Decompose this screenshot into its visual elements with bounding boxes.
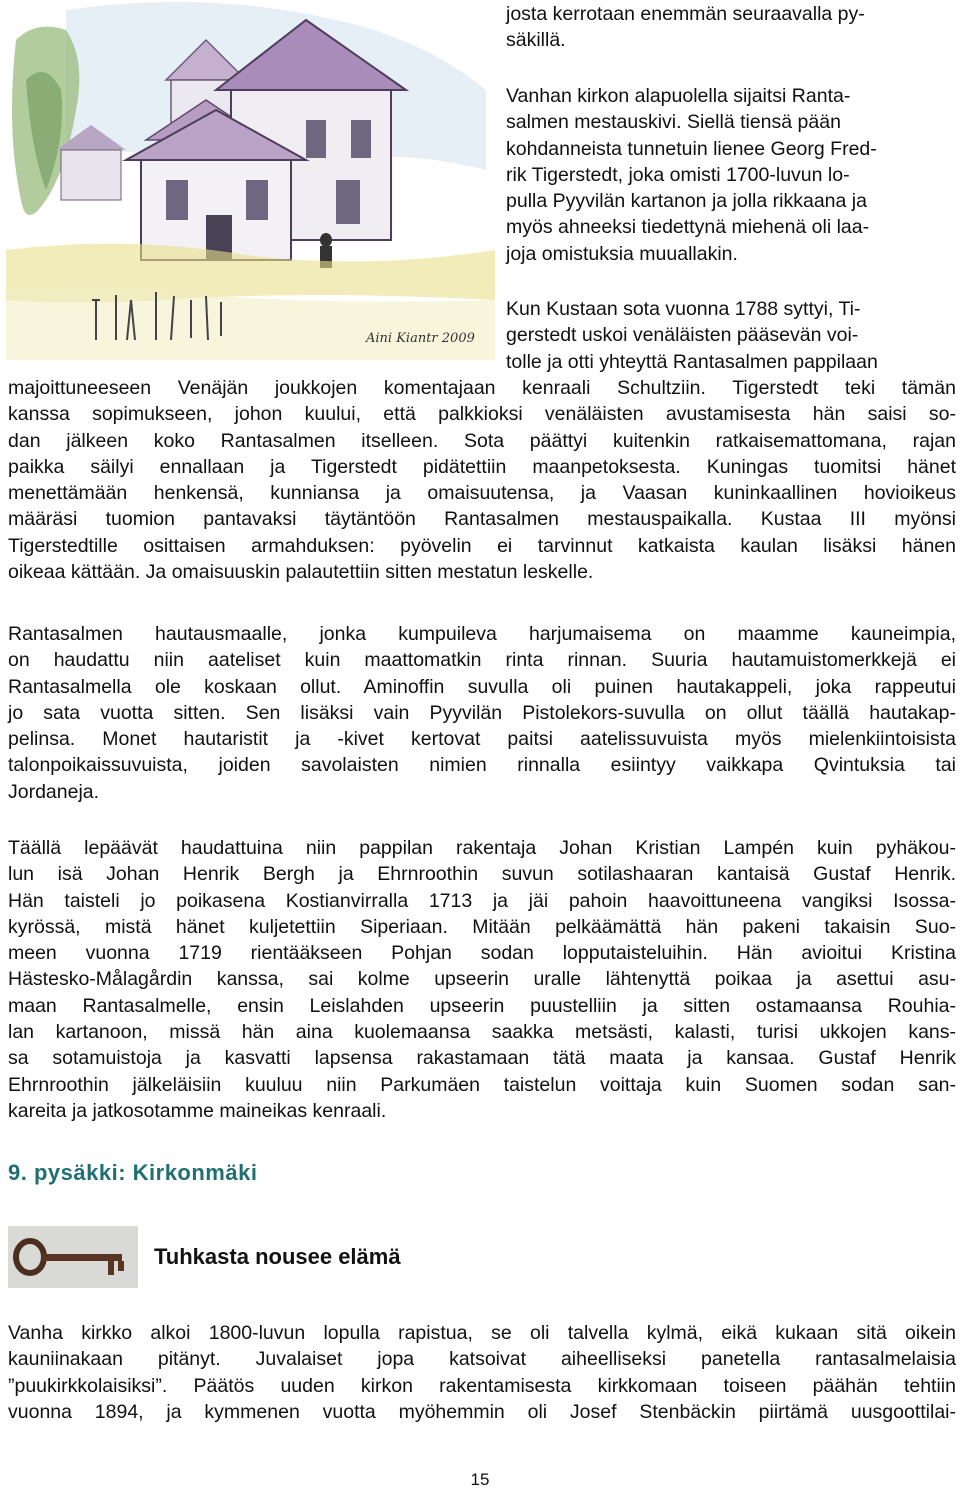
text-line: ”puukirkkolaisiksi”. Päätös uuden kirkon rakentamisesta kirkkomaan toiseen päähän tehtiin <box>8 1374 956 1397</box>
stop-heading: 9. pysäkki: Kirkonmäki <box>8 1160 258 1185</box>
text-line: tolle ja otti yhteyttä Rantasalmen pappilaan <box>506 350 878 373</box>
text-line: kanssa sopimukseen, johon kuului, että palkkioksi venäläisten avustamisesta hän saisi so- <box>8 403 956 426</box>
text-line: josta kerrotaan enemmän seuraavalla py- <box>506 3 865 25</box>
kirkko-paragraph <box>8 1320 956 1425</box>
text-line: Rantasalmen hautausmaalle, jonka kumpuileva harjumaisema on maamme kauneimpia, <box>8 623 956 645</box>
sota-paragraph-start <box>506 296 956 375</box>
text-line: Täällä lepäävät haudattuina niin pappilan rakentaja Johan Kristian Lampén kuin pyhäkou- <box>8 837 956 859</box>
text-line: Vanhan kirkon alapuolella sijaitsi Ranta- <box>506 85 851 107</box>
hautausmaa-paragraph <box>8 621 956 805</box>
text-line: myös ahneeksi tiedettynä miehenä oli laa- <box>506 216 870 239</box>
text-line: oikeaa kättään. Ja omaisuuskin palautettiin sitten mestatun leskelle. <box>8 561 594 584</box>
text-line: dan jälkeen koko Rantasalmen itselleen. Sota päättyi kuitenkin ratkaisemattomana, rajan <box>8 429 956 452</box>
text-line: rik Tigerstedt, joka omisti 1700-luvun lo- <box>506 163 850 186</box>
text-line: vuonna 1894, ja kymmenen vuotta myöhemmin oli Josef Stenbäckin piirtämä uusgoottilai- <box>8 1400 956 1423</box>
text-line: gerstedt uskoi venäläisten pääsevän voi- <box>506 324 859 347</box>
text-line: Jordaneja. <box>8 780 100 803</box>
text-line: menettämään henkensä, kunniansa ja omaisuutensa, ja Vaasan kuninkaallinen hovioikeus <box>8 482 956 505</box>
text-line: talonpoikaissuvuista, joiden savolaisten nimien rinnalla esiintyy vaikkapa Qvintuksia tai <box>8 754 956 777</box>
sota-paragraph <box>8 375 956 585</box>
text-line: Ehrnroothin jälkeläisiin kuuluu niin Parkumäen taistelun voittaja kuin Suomen sodan san- <box>8 1073 956 1096</box>
text-line: paikka säilyi ennallaan ja Tigerstedt pidätettiin maanpetoksesta. Kuningas tuomitsi hänet <box>8 455 956 478</box>
section-subheading: Tuhkasta nousee elämä <box>154 1244 401 1269</box>
text-line: sa sotamuistoja ja kasvatti lapsensa rakastamaan tätä maata ja kansaa. Gustaf Henrik <box>8 1047 956 1070</box>
lepaavat-paragraph <box>8 835 956 1124</box>
text-line: joja omistuksia muuallakin. <box>506 242 738 265</box>
text-line: Kun Kustaan sota vuonna 1788 syttyi, Ti- <box>506 298 861 320</box>
old-key-image <box>8 1226 138 1288</box>
text-line: Hän taisteli jo poikasena Kostianvirralla 1713 ja jäi pahoin haavoittuneena vangiksi Isossa- <box>8 889 956 912</box>
text-line: kareita ja jatkosotamme maineikas kenraali. <box>8 1099 387 1122</box>
text-line: kauniinakaan pitänyt. Juvalaiset jopa katsoivat aiheelliseksi panetella rantasalmelaisia <box>8 1348 956 1371</box>
text-line: salmen mestauskivi. Siellä tiensä pään <box>506 111 841 134</box>
text-line: Tigerstedtille osittaisen armahduksen: pyövelin ei tarvinnut katkaista kaulan lisäksi hänen <box>8 534 956 557</box>
text-line: säkillä. <box>506 29 566 52</box>
text-line: meen vuonna 1719 rientääkseen Pohjan sodan lopputaisteluihin. Hän avioitui Kristina <box>8 942 956 965</box>
text-line: lun isä Johan Henrik Bergh ja Ehrnroothin suvun sotilashaaran kantaisä Gustaf Henrik. <box>8 863 956 886</box>
text-line: Vanha kirkko alkoi 1800-luvun lopulla rapistua, se oli talvella kylmä, eikä kukaan sitä oikein <box>8 1322 956 1344</box>
page-number: 15 <box>470 1470 490 1489</box>
text-line: määräsi tuomion pantavaksi täytäntöön Rantasalmen mestauspaikalla. Kustaa III myönsi <box>8 508 956 531</box>
text-line: kohdanneista tunnetuin lienee Georg Fred- <box>506 137 877 160</box>
text-line: on haudattu niin aateliset kuin maattomatkin rinta rinnan. Suuria hautamuistomerkkejä ei <box>8 649 956 672</box>
text-line: kyrössä, mistä hänet kuljetettiin Siperiaan. Mitään pelkäämättä hän pakeni takaisin Suo- <box>8 915 956 938</box>
text-line: pelinsa. Monet hautaristit ja -kivet kertovat paitsi aatelissuvuista myös mielenkiintoisista <box>8 728 956 751</box>
illustration-signature: Aini Kiantr 2009 <box>366 331 475 346</box>
intro-paragraph <box>506 1 956 54</box>
text-line: Hästesko-Målagårdin kanssa, sai kolme upseerin uralle lähtenyttä poikaa ja asettui asu- <box>8 968 956 991</box>
text-line: lan kartanoon, missä hän aina kuolemaansa saakka metsästi, kalasti, turisi ukkojen kans- <box>8 1021 956 1044</box>
text-line: maan Rantasalmelle, ensin Leislahden upseerin puustelliin ja sitten ostamaansa Rouhia- <box>8 994 956 1017</box>
mestauskivi-paragraph <box>506 83 956 267</box>
text-line: jo sata vuotta sitten. Sen lisäksi vain Pyyvilän Pistolekors-suvulla on ollut täällä hautakap- <box>8 701 956 724</box>
church-illustration <box>6 0 495 360</box>
text-line: Rantasalmella ole koskaan ollut. Aminoffin suvulla oli puinen hautakappeli, joka rappeutui <box>8 675 956 698</box>
text-line: majoittuneeseen Venäjän joukkojen komentajaan kenraali Schultziin. Tigerstedt teki tämän <box>8 377 956 399</box>
text-line: pulla Pyyvilän kartanon ja jolla rikkaana ja <box>506 190 867 213</box>
